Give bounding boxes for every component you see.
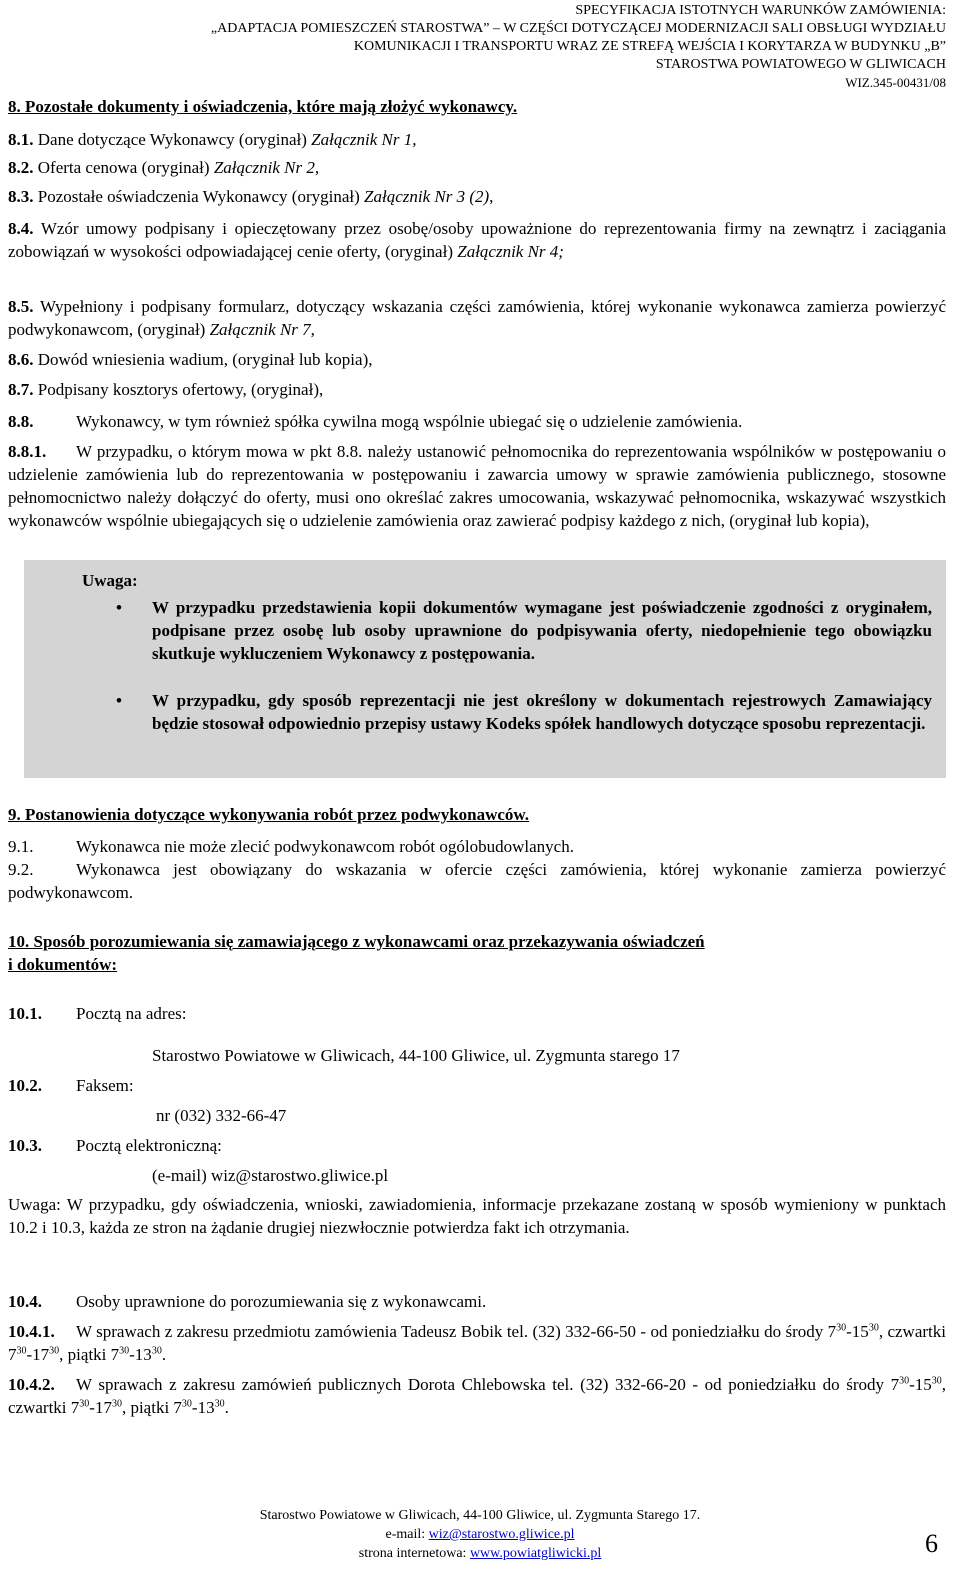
document-id: WIZ.345-00431/08 <box>845 75 946 90</box>
item-text: Wykonawcy, w tym również spółka cywilna mogą wspólnie ubiegać się o udzielenie zamówienia. <box>76 412 743 431</box>
item-number: 8.5. <box>8 297 34 316</box>
hours-text: -13 <box>191 1398 215 1417</box>
item-10-2 <box>8 1074 946 1097</box>
hours-text: 7 <box>8 1345 17 1364</box>
hours-text: . <box>224 1398 229 1417</box>
warning-item <box>88 596 932 665</box>
hours-text: -17 <box>26 1345 50 1364</box>
item-8-3 <box>8 185 946 208</box>
item-text: Faksem: <box>76 1076 134 1095</box>
bullet-icon: • <box>116 691 122 710</box>
item-number: 10.1. <box>8 1004 42 1023</box>
item-9-2 <box>8 858 946 904</box>
note-text: Uwaga: W przypadku, gdy oświadczenia, wnioski, zawiadomienia, informacje przekazane zostaną w sposób wymieniony w punktach 10.2 i 10.3, każda ze stron na żądanie drugiej niezwłocznie potwierdza fakt ich otrzymania. <box>8 1195 946 1237</box>
item-8-8-1 <box>8 440 946 532</box>
item-number: 8.7. <box>8 380 34 399</box>
warning-text: W przypadku przedstawienia kopii dokumentów wymagane jest poświadczenie zgodności z oryginałem, podpisane przez osobę lub osoby uprawnione do podpisywania oferty, niedopełnienie tego obowiązku skutkuje wykluczeniem Wykonawcy z postępowania. <box>152 598 932 663</box>
item-text: Wykonawca nie może zlecić podwykonawcom robót ogólobudowlanych. <box>76 837 574 856</box>
header-line: KOMUNIKACJI I TRANSPORTU WRAZ ZE STREFĄ WEJŚCIA I KORYTARZA W BUDYNKU „B” <box>353 39 946 54</box>
hours-text: 7 <box>173 1398 182 1417</box>
item-text: Wykonawca jest obowiązany do wskazania w ofercie części zamówienia, której wykonanie zamierza powierzyć podwykonawcom. <box>8 860 946 902</box>
footer-email-label: e-mail: <box>385 1527 429 1542</box>
footer-web-link[interactable]: www.powiatgliwicki.pl <box>469 1546 602 1561</box>
item-10-4 <box>8 1290 946 1313</box>
hours-text: , czwartki <box>878 1322 946 1341</box>
item-8-1 <box>8 128 946 151</box>
item-8-4 <box>8 217 946 263</box>
hours-sup: 30 <box>931 1375 942 1387</box>
hours-text: . <box>161 1345 167 1364</box>
item-10-4-2 <box>8 1373 946 1419</box>
item-10-3 <box>8 1134 946 1157</box>
hours-sup: 30 <box>868 1322 879 1334</box>
section-8 <box>8 95 946 118</box>
warning-box <box>24 560 946 778</box>
hours-text: , piątki <box>121 1398 174 1417</box>
item-attachment: Załącznik Nr 3 (2), <box>364 187 494 206</box>
item-attachment: Załącznik Nr 1, <box>311 130 417 149</box>
page-footer <box>0 1506 960 1563</box>
hours-text: -13 <box>129 1345 152 1364</box>
header-line: „ADAPTACJA POMIESZCZEŃ STAROSTWA” – W CZĘŚCI DOTYCZĄCEJ MODERNIZACJI SALI OBSŁUGI WYDZIAŁU <box>210 21 946 36</box>
hours-sup: 30 <box>151 1345 162 1357</box>
item-text: Podpisany kosztorys ofertowy, (oryginał), <box>37 380 324 399</box>
item-text: W sprawach z zakresu przedmiotu zamówienia Tadeusz Bobik tel. (32) 332-66-50 - od poniedziałku do środy 7 <box>76 1322 837 1341</box>
email-address <box>152 1164 932 1187</box>
item-10-4-1 <box>8 1320 946 1366</box>
item-text: W przypadku, o którym mowa w pkt 8.8. należy ustanowić pełnomocnika do reprezentowania wspólników w postępowaniu o udzielenie zamówienia lub do reprezentowania w postępowaniu i zawarcia umowy w sprawie zamówienia publicznego, stosowne pełnomocnictwo należy dołączyć do oferty, musi ono określać zakres umocowania, wskazywać pełnomocnika, wskazywać wszystkich wykonawców wspólnie ubiegających się o udzielenie zamówienia oraz zawierać podpisy każdego z nich, (oryginał lub kopia), <box>8 442 946 530</box>
item-8-6 <box>8 348 946 371</box>
item-text: Dane dotyczące Wykonawcy (oryginał) <box>37 130 312 149</box>
hours-sup: 30 <box>181 1398 192 1410</box>
item-number: 8.3. <box>8 187 34 206</box>
footer-web-line <box>0 1544 960 1563</box>
bullet-icon: • <box>116 598 122 617</box>
hours-text: , piątki <box>59 1345 111 1364</box>
hours-sup: 30 <box>16 1345 27 1357</box>
item-text: Wypełniony i podpisany formularz, dotyczący wskazania części zamówienia, której wykonanie wykonawca zamierza powierzyć podwykonawcom, (oryginał) <box>8 297 946 339</box>
item-9-1 <box>8 835 946 858</box>
hours-sup: 30 <box>119 1345 130 1357</box>
section-title: 8. Pozostałe dokumenty i oświadczenia, które mają złożyć wykonawcy. <box>8 97 518 116</box>
hours-sup: 30 <box>111 1398 122 1410</box>
footer-web-label: strona internetowa: <box>358 1546 470 1561</box>
warning-list <box>88 596 932 735</box>
section-title-continued: i dokumentów: <box>8 955 118 974</box>
fax-text: nr (032) 332-66-47 <box>156 1106 287 1125</box>
footer-address: Starostwo Powiatowe w Gliwicach, 44-100 Gliwice, ul. Zygmunta Starego 17. <box>259 1508 701 1523</box>
address-text: Starostwo Powiatowe w Gliwicach, 44-100 Gliwice, ul. Zygmunta starego 17 <box>152 1046 680 1065</box>
item-8-8 <box>8 410 946 433</box>
header-line: SPECYFIKACJA ISTOTNYCH WARUNKÓW ZAMÓWIENIA: <box>575 3 946 18</box>
item-number: 8.4. <box>8 219 34 238</box>
hours-text: 7 <box>70 1398 80 1417</box>
section-10 <box>8 930 946 976</box>
warning-label: Uwaga: <box>82 571 138 590</box>
fax-number <box>156 1104 936 1127</box>
section-title: 10. Sposób porozumiewania się zamawiającego z wykonawcami oraz przekazywania oświadczeń <box>8 932 705 951</box>
item-10-1 <box>8 1002 946 1025</box>
hours-sup: 30 <box>79 1398 90 1410</box>
item-8-7 <box>8 378 946 401</box>
item-text: Pocztą na adres: <box>76 1004 187 1023</box>
footer-email-link[interactable]: wiz@starostwo.gliwice.pl <box>428 1527 575 1542</box>
item-text: Wzór umowy podpisany i opieczętowany przez osobę/osoby upoważnione do reprezentowania firmy na zewnątrz i zaciągania zobowiązań w wysokości odpowiadającej cenie oferty, (oryginał) <box>8 219 946 261</box>
hours-sup: 30 <box>214 1398 225 1410</box>
item-attachment: Załącznik Nr 2, <box>213 158 320 177</box>
hours-text: 7 <box>110 1345 120 1364</box>
postal-address <box>152 1044 942 1067</box>
warning-item <box>88 689 932 735</box>
item-number: 10.2. <box>8 1076 42 1095</box>
contact-note <box>8 1193 946 1239</box>
page-number: 6 <box>925 1529 938 1558</box>
email-text: (e-mail) wiz@starostwo.gliwice.pl <box>152 1166 389 1185</box>
item-text: Pozostałe oświadczenia Wykonawcy (oryginał) <box>37 187 365 206</box>
item-text: W sprawach z zakresu zamówień publicznych Dorota Chlebowska tel. (32) 332-66-20 - od poniedziałku do środy 7 <box>76 1375 900 1394</box>
item-8-5 <box>8 295 946 341</box>
section-title: 9. Postanowienia dotyczące wykonywania robót przez podwykonawców. <box>8 805 530 824</box>
item-number: 8.2. <box>8 158 34 177</box>
item-number: 9.2. <box>8 860 34 879</box>
hours-sup: 30 <box>899 1375 910 1387</box>
hours-sup: 30 <box>836 1322 847 1334</box>
item-number: 10.4.1. <box>8 1322 55 1341</box>
item-number: 10.3. <box>8 1136 42 1155</box>
item-text: Pocztą elektroniczną: <box>76 1136 222 1155</box>
item-number: 10.4. <box>8 1292 42 1311</box>
item-text: Osoby uprawnione do porozumiewania się z wykonawcami. <box>76 1292 487 1311</box>
hours-text: -17 <box>89 1398 112 1417</box>
hours-sup: 30 <box>49 1345 60 1357</box>
item-text: Oferta cenowa (oryginał) <box>37 158 214 177</box>
item-attachment: Załącznik Nr 4; <box>457 242 564 261</box>
hours-text: -15 <box>846 1322 869 1341</box>
section-9 <box>8 803 946 826</box>
document-header <box>211 2 946 92</box>
item-attachment: Załącznik Nr 7, <box>209 320 315 339</box>
header-line: STAROSTWA POWIATOWEGO W GLIWICACH <box>655 57 946 72</box>
item-number: 8.1. <box>8 130 34 149</box>
hours-text: -15 <box>909 1375 932 1394</box>
item-number: 10.4.2. <box>8 1375 55 1394</box>
item-number: 9.1. <box>8 837 34 856</box>
item-8-2 <box>8 156 946 179</box>
item-number: 8.8. <box>8 412 34 431</box>
hours-text: , czwartki <box>8 1375 946 1417</box>
item-number: 8.8.1. <box>8 442 47 461</box>
item-number: 8.6. <box>8 350 34 369</box>
warning-text: W przypadku, gdy sposób reprezentacji nie jest określony w dokumentach rejestrowych Zamawiający będzie stosował odpowiednio przepisy ustawy Kodeks spółek handlowych dotyczące sposobu reprezentacji. <box>152 691 932 733</box>
item-text: Dowód wniesienia wadium, (oryginał lub kopia), <box>37 350 373 369</box>
footer-email-line <box>0 1525 960 1544</box>
